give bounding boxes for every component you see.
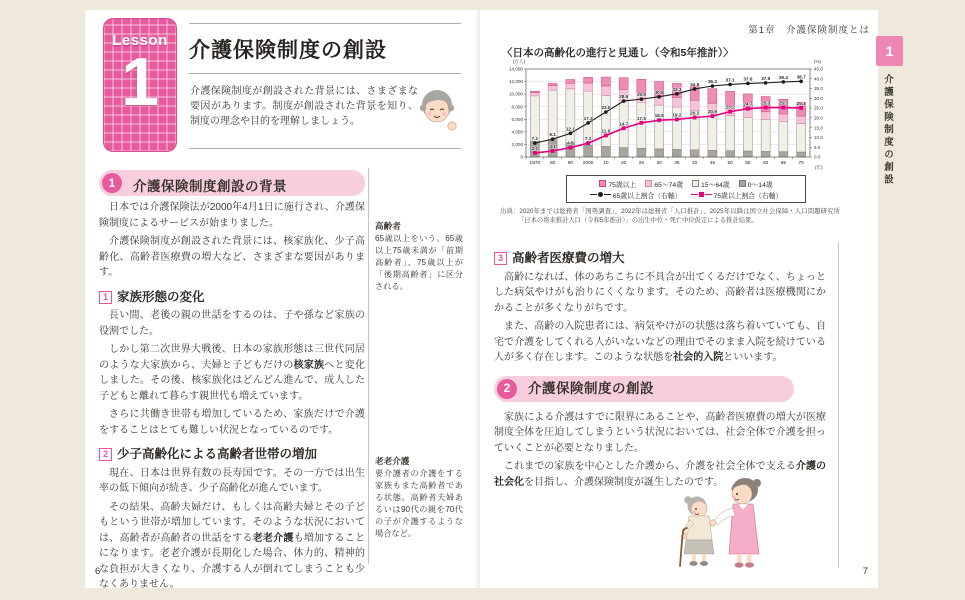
keyword-socialization-of-care: 介護の社会化 bbox=[494, 461, 827, 488]
subheading-label: 少子高齢化による高齢者世帯の増加 bbox=[117, 447, 318, 461]
legend-item: 75歳以上割合（右軸） bbox=[691, 190, 783, 200]
svg-text:7.1: 7.1 bbox=[584, 136, 592, 142]
section1-banner bbox=[99, 170, 365, 196]
lesson-title: 介護保険制度の創設 bbox=[189, 39, 387, 62]
margin-note-rouro-kaigo bbox=[375, 455, 463, 540]
legend-line-symbol bbox=[691, 192, 712, 197]
legend-item: 65歳以上割合（右軸） bbox=[590, 190, 682, 200]
svg-text:28.6: 28.6 bbox=[619, 94, 629, 100]
note-body: 要介護者の介護をする家族もまた高齢者である状態。高齢者夫婦あるいは90代の親を70代の子が介護するような場合など。 bbox=[375, 469, 463, 538]
page-right bbox=[480, 10, 878, 588]
svg-text:50: 50 bbox=[727, 161, 733, 166]
svg-text:7.1: 7.1 bbox=[531, 136, 539, 142]
svg-text:29.6: 29.6 bbox=[636, 92, 646, 98]
svg-text:20.0: 20.0 bbox=[814, 115, 823, 121]
paragraph: 高齢になれば、体のあちこちに不具合が出てくるだけでなく、ちょっとした病気やけがも治りにくくなります。そのため、高齢者は医療機関にかかることが多くなりがちです。 bbox=[494, 271, 826, 314]
left-body-column bbox=[99, 200, 365, 596]
legend-color-chip bbox=[739, 180, 746, 187]
title-rule-bottom bbox=[189, 148, 461, 149]
svg-text:40.0: 40.0 bbox=[814, 76, 823, 82]
subheading-label: 高齢者医療費の増大 bbox=[512, 251, 625, 265]
paragraph bbox=[99, 342, 365, 404]
subheading-number-box: 1 bbox=[99, 291, 112, 304]
svg-text:0: 0 bbox=[520, 154, 523, 160]
svg-text:34.8: 34.8 bbox=[690, 81, 700, 87]
svg-text:20: 20 bbox=[620, 161, 627, 166]
svg-text:18.8: 18.8 bbox=[654, 113, 664, 119]
text-segment: へと変化しました。その後、核家族化はどんどん進んで、成人した子どもと離れて暮らす親世代も増えています。 bbox=[99, 359, 366, 402]
svg-text:10: 10 bbox=[603, 161, 609, 166]
page-number-right: 7 bbox=[862, 566, 868, 577]
aging-population-chart bbox=[492, 57, 842, 173]
elderly-woman-and-caregiver-illustration bbox=[645, 470, 795, 570]
lesson-number: 1 bbox=[121, 44, 159, 120]
svg-text:37.1: 37.1 bbox=[725, 77, 735, 83]
svg-text:17.5: 17.5 bbox=[636, 115, 646, 121]
svg-text:20.2: 20.2 bbox=[690, 110, 700, 116]
svg-text:40: 40 bbox=[691, 161, 698, 166]
note-term: 老老介護 bbox=[375, 456, 410, 466]
svg-text:25.3: 25.3 bbox=[761, 100, 771, 106]
chapter-tab-label: 介護保険制度の創設 bbox=[882, 74, 893, 187]
svg-text:45: 45 bbox=[709, 161, 716, 166]
lesson-intro: 介護保険制度が創設された背景には、さまざまな要因があります。制度が創設された背景を知り、制度の理念や目的を理解しましょう。 bbox=[190, 86, 418, 127]
svg-text:25.3: 25.3 bbox=[778, 100, 788, 106]
svg-text:90: 90 bbox=[567, 161, 574, 166]
section1-number: 1 bbox=[102, 173, 122, 193]
chapter-header: 第1章 介護保険制度とは bbox=[748, 25, 870, 36]
legend-line-symbol bbox=[590, 192, 611, 197]
chapter-tab-number: 1 bbox=[876, 36, 903, 66]
svg-text:19.2: 19.2 bbox=[672, 112, 682, 118]
paragraph: 長い間、老後の親の世話をするのは、子や孫など家族の役割でした。 bbox=[99, 310, 365, 337]
svg-text:12,000: 12,000 bbox=[508, 79, 523, 85]
svg-text:4,000: 4,000 bbox=[511, 129, 523, 135]
svg-text:30: 30 bbox=[656, 161, 662, 166]
chart-title: 〈日本の高齢化の進行と見通し（令和5年推計）〉 bbox=[502, 47, 734, 59]
svg-text:4.8: 4.8 bbox=[567, 140, 574, 146]
svg-text:20.9: 20.9 bbox=[707, 109, 717, 115]
legend-item: 15～64歳 bbox=[692, 179, 730, 189]
legend-color-chip bbox=[599, 180, 606, 187]
svg-text:(年): (年) bbox=[815, 165, 823, 170]
svg-text:25.0: 25.0 bbox=[814, 105, 823, 111]
chart-legend bbox=[566, 175, 806, 203]
title-rule-top bbox=[189, 23, 461, 24]
svg-text:23.0: 23.0 bbox=[601, 105, 611, 111]
subheading-family-change bbox=[99, 290, 365, 306]
svg-text:12.1: 12.1 bbox=[565, 126, 575, 132]
svg-text:80: 80 bbox=[549, 161, 556, 166]
svg-text:15.0: 15.0 bbox=[814, 125, 823, 131]
page-left bbox=[85, 10, 480, 588]
page-number-left: 6 bbox=[95, 566, 101, 577]
svg-text:65: 65 bbox=[780, 161, 787, 166]
legend-color-chip bbox=[692, 180, 699, 187]
text-segment: しかし第二次世界大戦後、日本の家族形態は三世代同居のような大家族から、夫婦と子どもだけの bbox=[99, 344, 365, 371]
subheading-aging-households bbox=[99, 447, 365, 463]
elderly-woman-face-illustration bbox=[415, 88, 459, 136]
svg-text:25.1: 25.1 bbox=[796, 100, 806, 106]
subheading-number-box: 2 bbox=[99, 448, 112, 461]
paragraph: 家族による介護はすでに限界にあることや、高齢者医療費の増大が医療制度全体を圧迫してしまうという状況においては、社会全体で介護を担っていくことが必要となりました。 bbox=[494, 411, 826, 454]
lesson-badge bbox=[103, 18, 177, 152]
svg-text:11.0: 11.0 bbox=[601, 128, 611, 134]
svg-text:30.8: 30.8 bbox=[654, 89, 664, 95]
svg-text:35.0: 35.0 bbox=[814, 86, 823, 92]
svg-text:32.3: 32.3 bbox=[672, 86, 682, 92]
svg-text:55: 55 bbox=[745, 161, 751, 166]
section2-banner bbox=[494, 376, 794, 402]
svg-text:23.2: 23.2 bbox=[725, 104, 735, 110]
paragraph bbox=[99, 500, 365, 593]
svg-text:9.1: 9.1 bbox=[549, 132, 556, 138]
svg-text:30.0: 30.0 bbox=[814, 95, 823, 101]
legend-item: 0～14歳 bbox=[739, 179, 773, 189]
svg-text:35: 35 bbox=[674, 161, 680, 166]
svg-text:2000: 2000 bbox=[582, 161, 594, 166]
svg-text:45.0: 45.0 bbox=[814, 66, 823, 72]
subheading-label: 家族形態の変化 bbox=[117, 289, 205, 304]
svg-text:10,000: 10,000 bbox=[508, 91, 523, 97]
svg-text:38.4: 38.4 bbox=[778, 74, 788, 80]
text-segment: また、高齢の入院患者には、病気やけがの状態は落ち着いていても、自宅で介護をしてくれる人がいないなどの理由でそのまま入院を続けている人が多く存在します。このような状態を bbox=[494, 321, 826, 363]
right-body-column bbox=[494, 242, 826, 493]
svg-text:17.4: 17.4 bbox=[583, 115, 593, 121]
text-segment: といいます。 bbox=[723, 352, 783, 363]
text-segment: その結果、高齢夫婦だけ、もしくは高齢夫婦とその子どもという世帯が増加しています。そのような状況においては、高齢者が高齢者の世話をする bbox=[99, 501, 365, 544]
svg-text:37.9: 37.9 bbox=[761, 75, 771, 81]
svg-text:60: 60 bbox=[762, 161, 769, 166]
lesson-word: Lesson bbox=[112, 32, 168, 49]
paragraph: 現在、日本は世界有数の長寿国です。その一方では出生率の低下傾向が続き、少子高齢化が進んでいます。 bbox=[99, 467, 365, 494]
title-rule-mid bbox=[189, 73, 461, 74]
paragraph: さらに共働き世帯も増加しているため、家族だけで介護をすることはとても難しい状況となっているのです。 bbox=[99, 409, 365, 436]
svg-text:(万人): (万人) bbox=[512, 59, 525, 64]
svg-text:14,000: 14,000 bbox=[508, 66, 523, 72]
chart-source-note: 出典：2020年までは総務省「国勢調査」、2022年は総務省「人口推計」、2025年以降は国立社会保障・人口問題研究所「日本の将来推計人口（令和5年推計）」の出生中位・死亡中位仮定による推計結果。 bbox=[500, 208, 840, 224]
svg-text:24.7: 24.7 bbox=[743, 101, 753, 107]
svg-text:38.7: 38.7 bbox=[796, 74, 806, 80]
svg-text:1970: 1970 bbox=[529, 161, 541, 166]
keyword-rouro-kaigo: 老老介護 bbox=[252, 532, 294, 544]
svg-text:6,000: 6,000 bbox=[511, 116, 523, 122]
paragraph: 介護保険制度が創設された背景には、核家族化、少子高齢化、高齢者医療費の増大など、さまざまな要因があります。 bbox=[99, 236, 365, 278]
svg-text:10.0: 10.0 bbox=[814, 135, 823, 141]
legend-color-chip bbox=[645, 180, 652, 187]
svg-text:(%): (%) bbox=[814, 59, 822, 64]
note-body: 65歳以上をいう。65歳以上75歳未満が「前期高齢者」、75歳以上が「後期高齢者」に区分される。 bbox=[375, 234, 463, 291]
keyword-social-hospitalization: 社会的入院 bbox=[673, 352, 724, 363]
subheading-number-box: 3 bbox=[494, 252, 507, 265]
subheading-medical-costs bbox=[494, 251, 826, 267]
note-term: 高齢者 bbox=[375, 221, 401, 231]
margin-note-elderly bbox=[375, 220, 463, 293]
margin-divider-right-page bbox=[838, 242, 839, 568]
section2-heading: 介護保険制度の創設 bbox=[528, 380, 654, 396]
svg-text:36.3: 36.3 bbox=[707, 79, 717, 85]
svg-text:14.7: 14.7 bbox=[619, 121, 629, 127]
legend-item: 65～74歳 bbox=[645, 179, 683, 189]
svg-text:2,000: 2,000 bbox=[511, 142, 523, 148]
margin-divider-left-page bbox=[368, 168, 369, 564]
svg-text:37.6: 37.6 bbox=[743, 76, 753, 82]
svg-text:3.1: 3.1 bbox=[549, 143, 556, 149]
keyword-nuclear-family: 核家族 bbox=[293, 359, 325, 371]
paragraph bbox=[494, 319, 826, 366]
svg-text:2.1: 2.1 bbox=[531, 145, 539, 151]
svg-text:70: 70 bbox=[798, 161, 804, 166]
text-segment: も増加することになります。老老介護が長期化した場合、体力的、精神的な負担が大きくなり、介護する人が倒れてしまうことも少なくありません。 bbox=[99, 532, 366, 590]
text-segment: を目指し、介護保険制度が誕生したのです。 bbox=[524, 476, 724, 488]
svg-text:25: 25 bbox=[638, 161, 645, 166]
section1-heading: 介護保険制度創設の背景 bbox=[133, 179, 287, 194]
legend-item: 75歳以上 bbox=[599, 179, 636, 189]
paragraph: 日本では介護保険法が2000年4月1日に施行され、介護保険制度によるサービスが始まりました。 bbox=[99, 202, 365, 229]
section2-number: 2 bbox=[497, 379, 517, 399]
svg-text:8,000: 8,000 bbox=[511, 104, 523, 110]
svg-text:0.0: 0.0 bbox=[814, 154, 821, 160]
svg-text:5.0: 5.0 bbox=[814, 144, 821, 150]
text-segment: これまでの家族を中心とした介護から、介護を社会全体で支える bbox=[504, 461, 796, 472]
